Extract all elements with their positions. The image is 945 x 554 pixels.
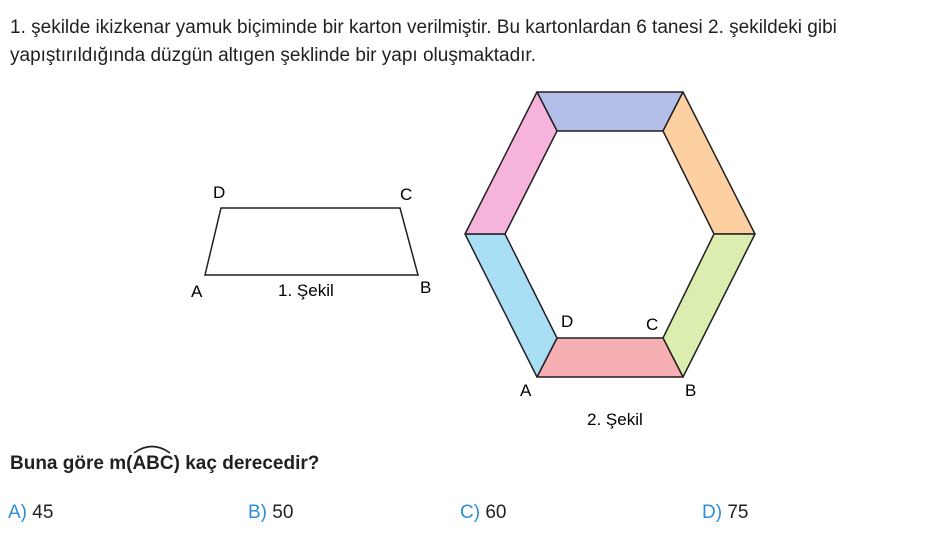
choice-b-letter: B) (248, 502, 267, 523)
fig1-caption: 1. Şekil (278, 281, 334, 300)
fig2-label-d: D (561, 312, 574, 331)
piece-top (537, 92, 683, 131)
figure-1 (191, 183, 431, 301)
choice-b[interactable] (248, 502, 293, 524)
angle-arc-icon (132, 444, 172, 454)
question-prefix: Buna göre m( (10, 453, 133, 474)
question (10, 453, 319, 475)
piece-bottom-right (663, 234, 755, 377)
fig1-label-d: D (213, 183, 226, 202)
choice-d-value: 75 (727, 502, 749, 523)
fig2-label-a: A (520, 381, 532, 400)
choice-a-value: 45 (32, 502, 54, 523)
piece-bottom-left (465, 234, 557, 377)
figure-2 (465, 92, 755, 377)
problem-statement-line-2: yapıştırıldığında düzgün altıgen şeklinde bir yapı oluşmaktadır. (10, 45, 536, 66)
question-suffix: ) kaç derecedir? (173, 453, 320, 474)
choice-c[interactable] (460, 502, 506, 524)
fig2-label-b: B (685, 381, 697, 400)
fig1-label-b: B (420, 278, 432, 297)
trapezoid-abcd (205, 208, 418, 275)
choice-b-value: 50 (272, 502, 294, 523)
piece-bottom (537, 338, 683, 377)
angle-notation (132, 453, 173, 475)
fig1-label-a: A (191, 282, 203, 301)
choice-c-value: 60 (485, 502, 507, 523)
angle-name: ABC (132, 453, 174, 474)
problem-statement-line-1: 1. şekilde ikizkenar yamuk biçiminde bir karton verilmiştir. Bu kartonlardan 6 tanesi 2. şekildeki gibi (10, 17, 837, 38)
choice-a-letter: A) (8, 502, 27, 523)
choice-d-letter: D) (702, 502, 723, 523)
piece-top-right (663, 92, 755, 234)
fig1-label-c: C (400, 185, 413, 204)
fig2-caption: 2. Şekil (587, 410, 643, 429)
choice-c-letter: C) (460, 502, 481, 523)
choice-a[interactable] (8, 502, 53, 524)
piece-top-left (465, 92, 557, 234)
choice-d[interactable] (702, 502, 748, 524)
fig2-label-c: C (646, 315, 659, 334)
